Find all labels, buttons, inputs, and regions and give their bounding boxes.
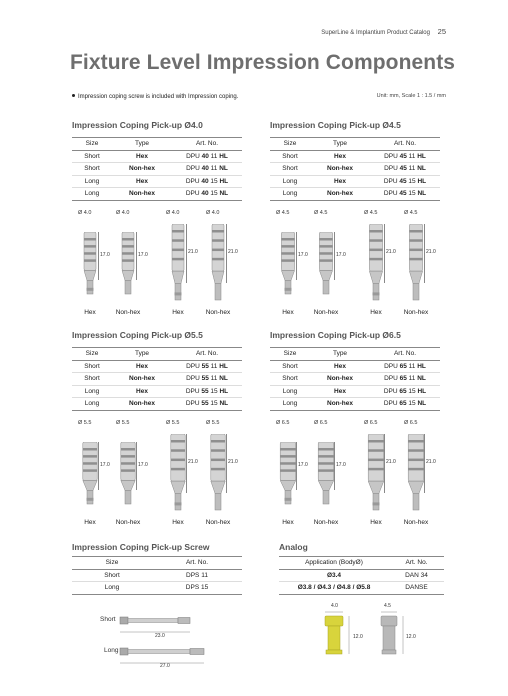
diameter-label: Ø 6.5 — [276, 420, 290, 426]
art-prefix: DPU — [186, 362, 202, 370]
cell-art — [370, 385, 440, 398]
coping-caption: Hex — [282, 519, 294, 526]
art-prefix: DPU — [383, 387, 400, 395]
art-num: 11 — [406, 375, 418, 383]
cell-type: Non-hex — [310, 163, 370, 176]
coping-caption: Hex — [172, 519, 184, 526]
length-label: 17.0 — [298, 252, 308, 259]
art-num: 15 — [208, 387, 220, 395]
analog-cell: DANSE — [389, 582, 444, 595]
art-mid: 65 — [399, 400, 407, 408]
art-prefix: DPU — [384, 165, 400, 173]
art-num: 11 — [406, 362, 418, 370]
diameter-label: Ø 4.0 — [206, 210, 220, 216]
cell-art — [370, 163, 440, 176]
coping-caption: Non-hex — [403, 519, 429, 526]
art-prefix: DPU — [185, 177, 202, 185]
cell-size: Long — [270, 175, 310, 188]
dimension-line — [334, 232, 335, 280]
header-art: Art. No. — [172, 138, 242, 151]
diameter-label: Ø 5.5 — [166, 420, 180, 426]
dimension-line — [136, 232, 137, 280]
art-num: 11 — [208, 165, 220, 173]
analog-height-1: 12.0 — [353, 634, 363, 640]
coping-caption: Non-hex — [313, 309, 339, 316]
cell-art — [370, 150, 440, 163]
cell-type: Non-hex — [112, 163, 172, 176]
coping-caption: Hex — [172, 309, 184, 316]
coping-caption: Non-hex — [313, 519, 339, 526]
table-row — [72, 175, 242, 188]
dimension-line — [186, 434, 187, 493]
coping-caption: Non-hex — [115, 309, 141, 316]
screw-length-long: 27.0 — [160, 663, 170, 669]
table-row — [270, 373, 440, 386]
cell-type: Hex — [310, 385, 370, 398]
art-num: 11 — [406, 165, 418, 173]
art-suffix: HL — [219, 362, 228, 370]
cell-type: Hex — [310, 150, 370, 163]
cell-type: Non-hex — [310, 188, 370, 201]
table-row — [72, 150, 242, 163]
cell-size: Long — [72, 385, 112, 398]
length-label: 21.0 — [228, 459, 238, 466]
art-mid: 65 — [399, 375, 407, 383]
coping-table — [270, 137, 440, 201]
coping-caption: Non-hex — [115, 519, 141, 526]
length-label: 21.0 — [426, 249, 436, 256]
screw-cell: Short — [72, 569, 152, 582]
header-size: Size — [72, 138, 112, 151]
coping-caption: Non-hex — [205, 519, 231, 526]
cell-size: Long — [270, 398, 310, 411]
section-title: Impression Coping Pick-up Ø6.5 — [270, 330, 401, 340]
table-row — [270, 175, 440, 188]
dimension-line — [296, 232, 297, 280]
art-mid: 45 — [399, 177, 407, 185]
art-suffix: NL — [417, 400, 427, 408]
art-num: 15 — [406, 177, 418, 185]
section-title: Impression Coping Pick-up Ø4.0 — [72, 120, 203, 130]
dimension-line — [334, 442, 335, 490]
art-prefix: DPU — [185, 387, 202, 395]
art-suffix: HL — [219, 177, 229, 185]
cell-type: Non-hex — [310, 373, 370, 386]
length-label: 21.0 — [188, 249, 198, 256]
art-mid: 55 — [201, 362, 209, 370]
header-size: Size — [72, 348, 112, 361]
screw-length-short: 23.0 — [155, 633, 165, 639]
dimension-line — [384, 224, 385, 283]
coping-caption: Hex — [84, 309, 96, 316]
length-label: 17.0 — [336, 462, 346, 469]
screw-label-short: Short — [100, 616, 116, 623]
art-prefix: DPU — [383, 400, 400, 408]
analog-cell: Ø3.4 — [279, 569, 389, 582]
cell-type: Hex — [310, 175, 370, 188]
length-label: 21.0 — [426, 459, 436, 466]
art-suffix: HL — [219, 152, 228, 160]
cell-size: Long — [270, 188, 310, 201]
diameter-label: Ø 6.5 — [404, 420, 418, 426]
analog-header-app: Application (BodyØ) — [279, 557, 389, 570]
length-label: 21.0 — [228, 249, 238, 256]
art-suffix: NL — [219, 400, 229, 408]
art-mid: 55 — [201, 375, 209, 383]
cell-size: Long — [72, 175, 112, 188]
dimension-line — [384, 434, 385, 493]
table-row — [72, 188, 242, 201]
art-num: 15 — [208, 177, 220, 185]
header-art: Art. No. — [172, 348, 242, 361]
diameter-label: Ø 4.0 — [166, 210, 180, 216]
dimension-line — [226, 434, 227, 493]
art-prefix: DPU — [383, 190, 400, 198]
dimension-line — [98, 442, 99, 490]
art-prefix: DPU — [384, 152, 400, 160]
screw-label-long: Long — [104, 647, 119, 654]
art-mid: 65 — [399, 362, 407, 370]
coping-caption: Non-hex — [403, 309, 429, 316]
art-suffix: HL — [417, 387, 427, 395]
art-num: 11 — [406, 152, 418, 160]
coping-caption: Hex — [370, 519, 382, 526]
length-label: 17.0 — [138, 252, 148, 259]
cell-art — [172, 360, 242, 373]
art-mid: 40 — [201, 177, 209, 185]
table-row — [270, 163, 440, 176]
coping-table — [270, 347, 440, 411]
diameter-label: Ø 4.5 — [314, 210, 328, 216]
header-type: Type — [112, 138, 172, 151]
art-num: 11 — [208, 362, 220, 370]
table-row — [270, 188, 440, 201]
art-mid: 45 — [399, 190, 407, 198]
art-num: 11 — [208, 152, 220, 160]
art-mid: 40 — [201, 190, 209, 198]
screw-cell: Long — [72, 582, 152, 595]
art-mid: 55 — [201, 387, 209, 395]
analog-title: Analog — [279, 542, 308, 552]
header-size: Size — [270, 348, 310, 361]
cell-size: Short — [72, 360, 112, 373]
table-row — [270, 398, 440, 411]
art-prefix: DPU — [384, 375, 400, 383]
note — [72, 94, 238, 100]
cell-art — [172, 385, 242, 398]
diameter-label: Ø 4.5 — [276, 210, 290, 216]
screw-title: Impression Coping Pick-up Screw — [72, 542, 210, 552]
cell-type: Hex — [112, 385, 172, 398]
cell-art — [172, 398, 242, 411]
art-mid: 40 — [201, 152, 209, 160]
table-row — [72, 385, 242, 398]
header-type: Type — [112, 348, 172, 361]
table-row — [72, 373, 242, 386]
cell-art — [370, 398, 440, 411]
catalog-name: SuperLine & Implantium Product Catalog — [321, 30, 430, 36]
cell-type: Non-hex — [112, 188, 172, 201]
section-title: Impression Coping Pick-up Ø4.5 — [270, 120, 401, 130]
art-prefix: DPU — [383, 177, 400, 185]
art-prefix: DPU — [185, 190, 202, 198]
length-label: 21.0 — [188, 459, 198, 466]
length-label: 17.0 — [100, 252, 110, 259]
cell-type: Non-hex — [112, 398, 172, 411]
art-mid: 45 — [399, 152, 407, 160]
cell-art — [370, 373, 440, 386]
art-suffix: HL — [417, 362, 426, 370]
art-prefix: DPU — [186, 165, 202, 173]
diameter-label: Ø 5.5 — [206, 420, 220, 426]
art-mid: 40 — [201, 165, 209, 173]
art-num: 11 — [208, 375, 220, 383]
art-mid: 55 — [201, 400, 209, 408]
cell-size: Short — [270, 373, 310, 386]
cell-art — [172, 150, 242, 163]
coping-table — [72, 137, 242, 201]
cell-size: Short — [72, 163, 112, 176]
art-suffix: HL — [219, 387, 229, 395]
cell-type: Non-hex — [310, 398, 370, 411]
header-type: Type — [310, 138, 370, 151]
page-number: 25 — [437, 27, 446, 36]
page-header — [321, 27, 446, 36]
art-suffix: NL — [417, 190, 427, 198]
table-row — [72, 360, 242, 373]
header-size: Size — [270, 138, 310, 151]
art-num: 15 — [406, 400, 418, 408]
cell-size: Short — [72, 150, 112, 163]
table-row — [270, 360, 440, 373]
dimension-line — [98, 232, 99, 280]
length-label: 21.0 — [386, 249, 396, 256]
coping-caption: Hex — [84, 519, 96, 526]
art-suffix: NL — [417, 165, 426, 173]
table-row — [72, 398, 242, 411]
cell-type: Hex — [310, 360, 370, 373]
cell-art — [370, 360, 440, 373]
art-prefix: DPU — [384, 362, 400, 370]
length-label: 17.0 — [100, 462, 110, 469]
cell-type: Hex — [112, 175, 172, 188]
table-row — [270, 150, 440, 163]
section-title: Impression Coping Pick-up Ø5.5 — [72, 330, 203, 340]
screw-table — [72, 556, 242, 595]
diameter-label: Ø 6.5 — [314, 420, 328, 426]
screw-long — [120, 648, 204, 663]
analog-height-2: 12.0 — [406, 634, 416, 640]
coping-caption: Hex — [370, 309, 382, 316]
art-mid: 45 — [399, 165, 407, 173]
art-prefix: DPU — [186, 375, 202, 383]
cell-size: Short — [270, 150, 310, 163]
diameter-label: Ø 4.5 — [404, 210, 418, 216]
art-suffix: NL — [417, 375, 426, 383]
note-text: Impression coping screw is included with Impression coping. — [78, 94, 239, 100]
table-row — [270, 385, 440, 398]
art-prefix: DPU — [185, 400, 202, 408]
art-num: 15 — [208, 190, 220, 198]
analog-silver — [381, 612, 403, 654]
header-art: Art. No. — [370, 138, 440, 151]
screw-short — [120, 617, 190, 632]
cell-art — [172, 373, 242, 386]
analog-gold — [325, 612, 349, 654]
screw-cell: DPS 15 — [152, 582, 242, 595]
art-mid: 65 — [399, 387, 407, 395]
cell-size: Short — [72, 373, 112, 386]
cell-art — [172, 163, 242, 176]
cell-type: Hex — [112, 150, 172, 163]
coping-table — [72, 347, 242, 411]
unit-note: Unit: mm, Scale 1 : 1.5 / mm — [376, 93, 446, 99]
art-suffix: HL — [417, 177, 427, 185]
coping-caption: Hex — [282, 309, 294, 316]
diameter-label: Ø 4.0 — [116, 210, 130, 216]
bullet-icon — [72, 94, 75, 97]
cell-art — [172, 188, 242, 201]
header-type: Type — [310, 348, 370, 361]
length-label: 17.0 — [336, 252, 346, 259]
art-suffix: HL — [417, 152, 426, 160]
art-num: 15 — [406, 190, 418, 198]
art-suffix: NL — [219, 375, 228, 383]
analog-table — [279, 556, 444, 595]
header-art: Art. No. — [370, 348, 440, 361]
cell-size: Short — [270, 163, 310, 176]
art-num: 15 — [406, 387, 418, 395]
table-row — [72, 163, 242, 176]
diameter-label: Ø 5.5 — [78, 420, 92, 426]
cell-size: Long — [270, 385, 310, 398]
art-suffix: NL — [219, 165, 228, 173]
screw-header-art: Art. No. — [152, 557, 242, 570]
cell-art — [370, 188, 440, 201]
analog-dim-top-2: 4.5 — [384, 603, 391, 609]
dimension-line — [136, 442, 137, 490]
cell-art — [370, 175, 440, 188]
cell-type: Hex — [112, 360, 172, 373]
length-label: 21.0 — [386, 459, 396, 466]
dimension-line — [296, 442, 297, 490]
art-prefix: DPU — [186, 152, 202, 160]
cell-type: Non-hex — [112, 373, 172, 386]
screw-header-size: Size — [72, 557, 152, 570]
coping-caption: Non-hex — [205, 309, 231, 316]
cell-size: Long — [72, 188, 112, 201]
length-label: 17.0 — [298, 462, 308, 469]
cell-size: Short — [270, 360, 310, 373]
dimension-line — [226, 224, 227, 283]
dimension-line — [424, 224, 425, 283]
diameter-label: Ø 4.5 — [364, 210, 378, 216]
length-label: 17.0 — [138, 462, 148, 469]
page-title: Fixture Level Impression Components — [70, 51, 456, 74]
diameter-label: Ø 4.0 — [78, 210, 92, 216]
dimension-line — [186, 224, 187, 283]
analog-cell: Ø3.8 / Ø4.3 / Ø4.8 / Ø5.8 — [279, 582, 389, 595]
analog-header-art: Art. No. — [389, 557, 444, 570]
cell-size: Long — [72, 398, 112, 411]
art-num: 15 — [208, 400, 220, 408]
analog-cell: DAN 34 — [389, 569, 444, 582]
diameter-label: Ø 6.5 — [364, 420, 378, 426]
art-suffix: NL — [219, 190, 229, 198]
dimension-line — [424, 434, 425, 493]
screw-cell: DPS 11 — [152, 569, 242, 582]
diameter-label: Ø 5.5 — [116, 420, 130, 426]
cell-art — [172, 175, 242, 188]
analog-dim-top-1: 4.0 — [331, 603, 338, 609]
